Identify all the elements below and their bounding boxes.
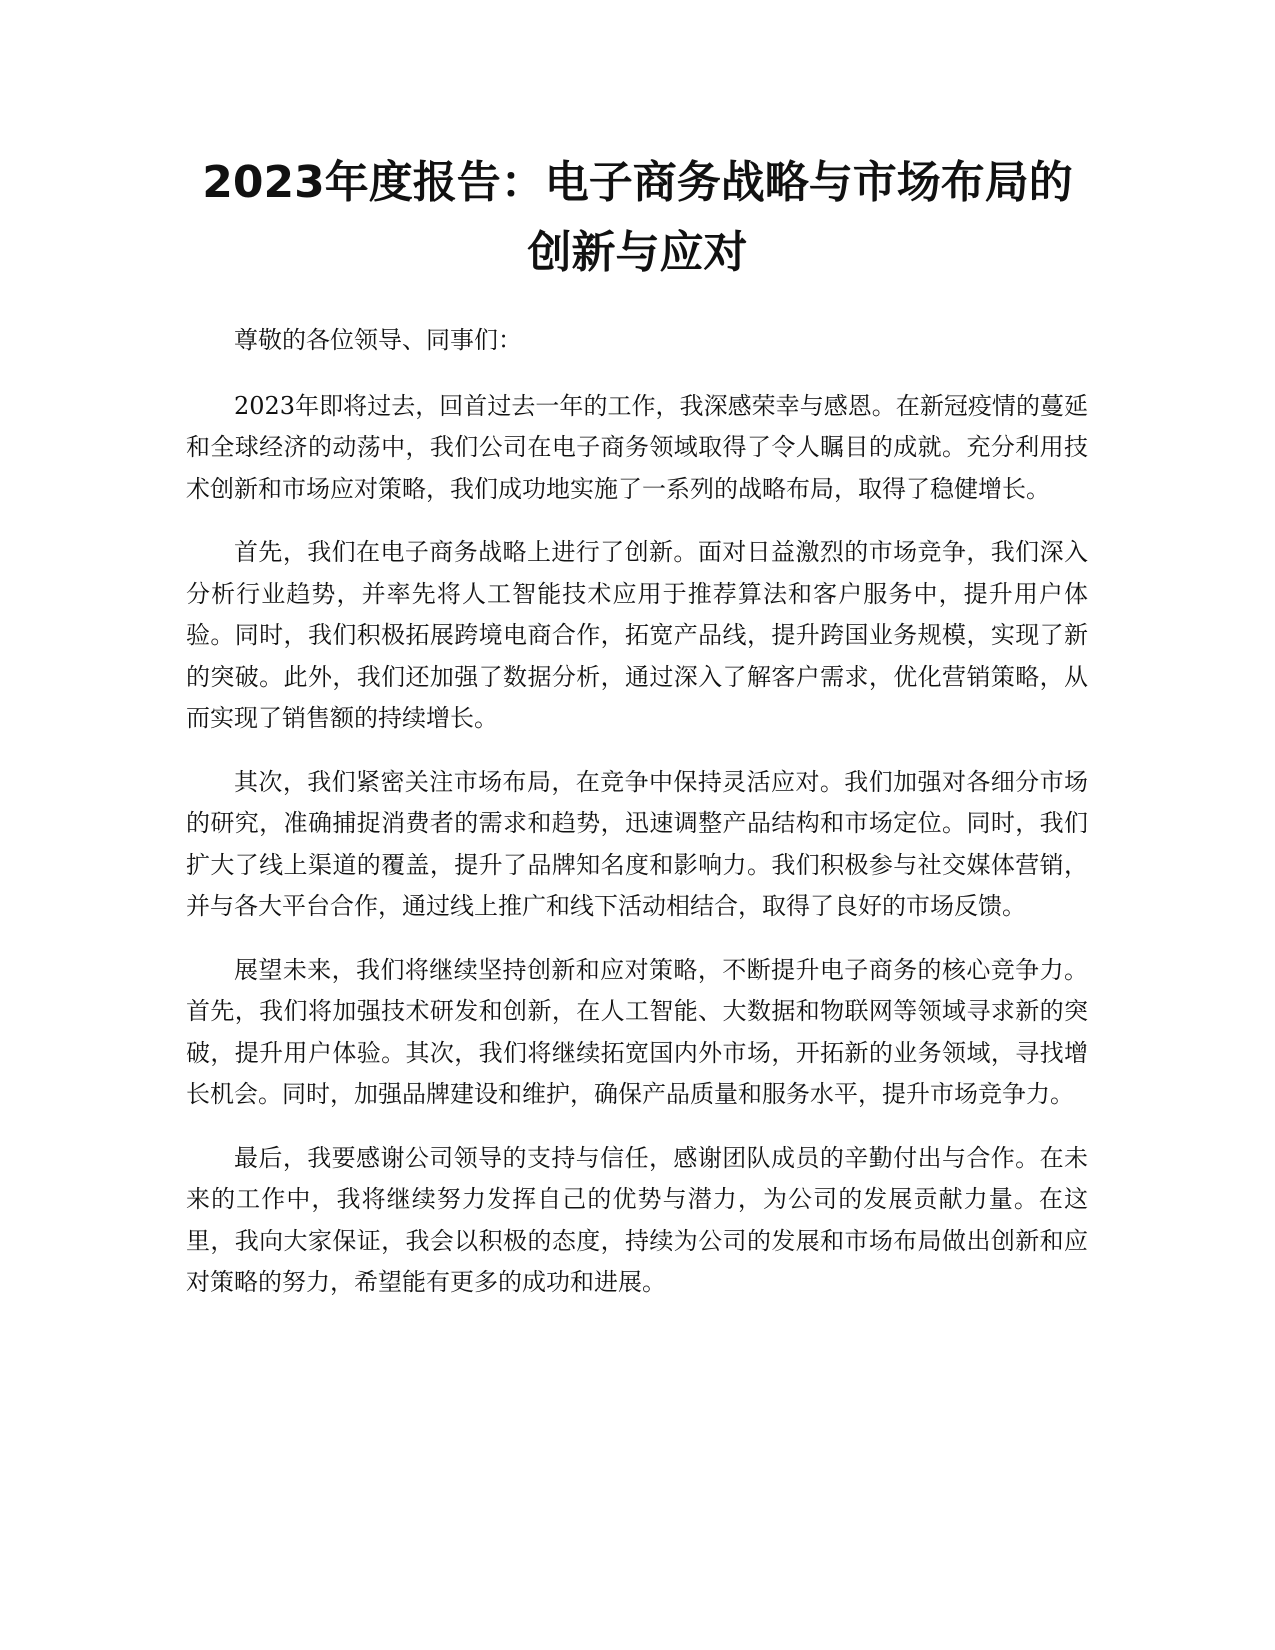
document-title [160,148,1115,288]
paragraph-closing: 最后，我要感谢公司领导的支持与信任，感谢团队成员的辛勤付出与合作。在未来的工作中，我将继续努力发挥自己的优势与潜力，为公司的发展贡献力量。在这里，我向大家保证，我会以积极的态度，持续为公司的发展和市场布局做出创新和应对策略的努力，希望能有更多的成功和进展。 [186,1143,1088,1296]
paragraph-intro: 2023年即将过去，回首过去一年的工作，我深感荣幸与感恩。在新冠疫情的蔓延和全球经济的动荡中，我们公司在电子商务领域取得了令人瞩目的成就。充分利用技术创新和市场应对策略，我们成功地实施了一系列的战略布局，取得了稳健增长。 [186,391,1088,503]
greeting-paragraph: 尊敬的各位领导、同事们： [234,326,522,354]
paragraph-market: 其次，我们紧密关注市场布局，在竞争中保持灵活应对。我们加强对各细分市场的研究，准确捕捉消费者的需求和趋势，迅速调整产品结构和市场定位。同时，我们扩大了线上渠道的覆盖，提升了品牌知名度和影响力。我们积极参与社交媒体营销，并与各大平台合作，通过线上推广和线下活动相结合，取得了良好的市场反馈。 [186,767,1088,920]
title-line-2: 创新与应对 [527,227,748,278]
paragraph-outlook: 展望未来，我们将继续坚持创新和应对策略，不断提升电子商务的核心竞争力。首先，我们将加强技术研发和创新，在人工智能、大数据和物联网等领域寻求新的突破，提升用户体验。其次，我们将继续拓宽国内外市场，开拓新的业务领域，寻找增长机会。同时，加强品牌建设和维护，确保产品质量和服务水平，提升市场竞争力。 [186,955,1088,1108]
paragraph-strategy: 首先，我们在电子商务战略上进行了创新。面对日益激烈的市场竞争，我们深入分析行业趋势，并率先将人工智能技术应用于推荐算法和客户服务中，提升用户体验。同时，我们积极拓展跨境电商合作，拓宽产品线，提升跨国业务规模，实现了新的突破。此外，我们还加强了数据分析，通过深入了解客户需求，优化营销策略，从而实现了销售额的持续增长。 [186,538,1088,732]
title-line-1: 2023年度报告：电子商务战略与市场布局的 [202,157,1073,208]
document-body [186,320,1088,1326]
